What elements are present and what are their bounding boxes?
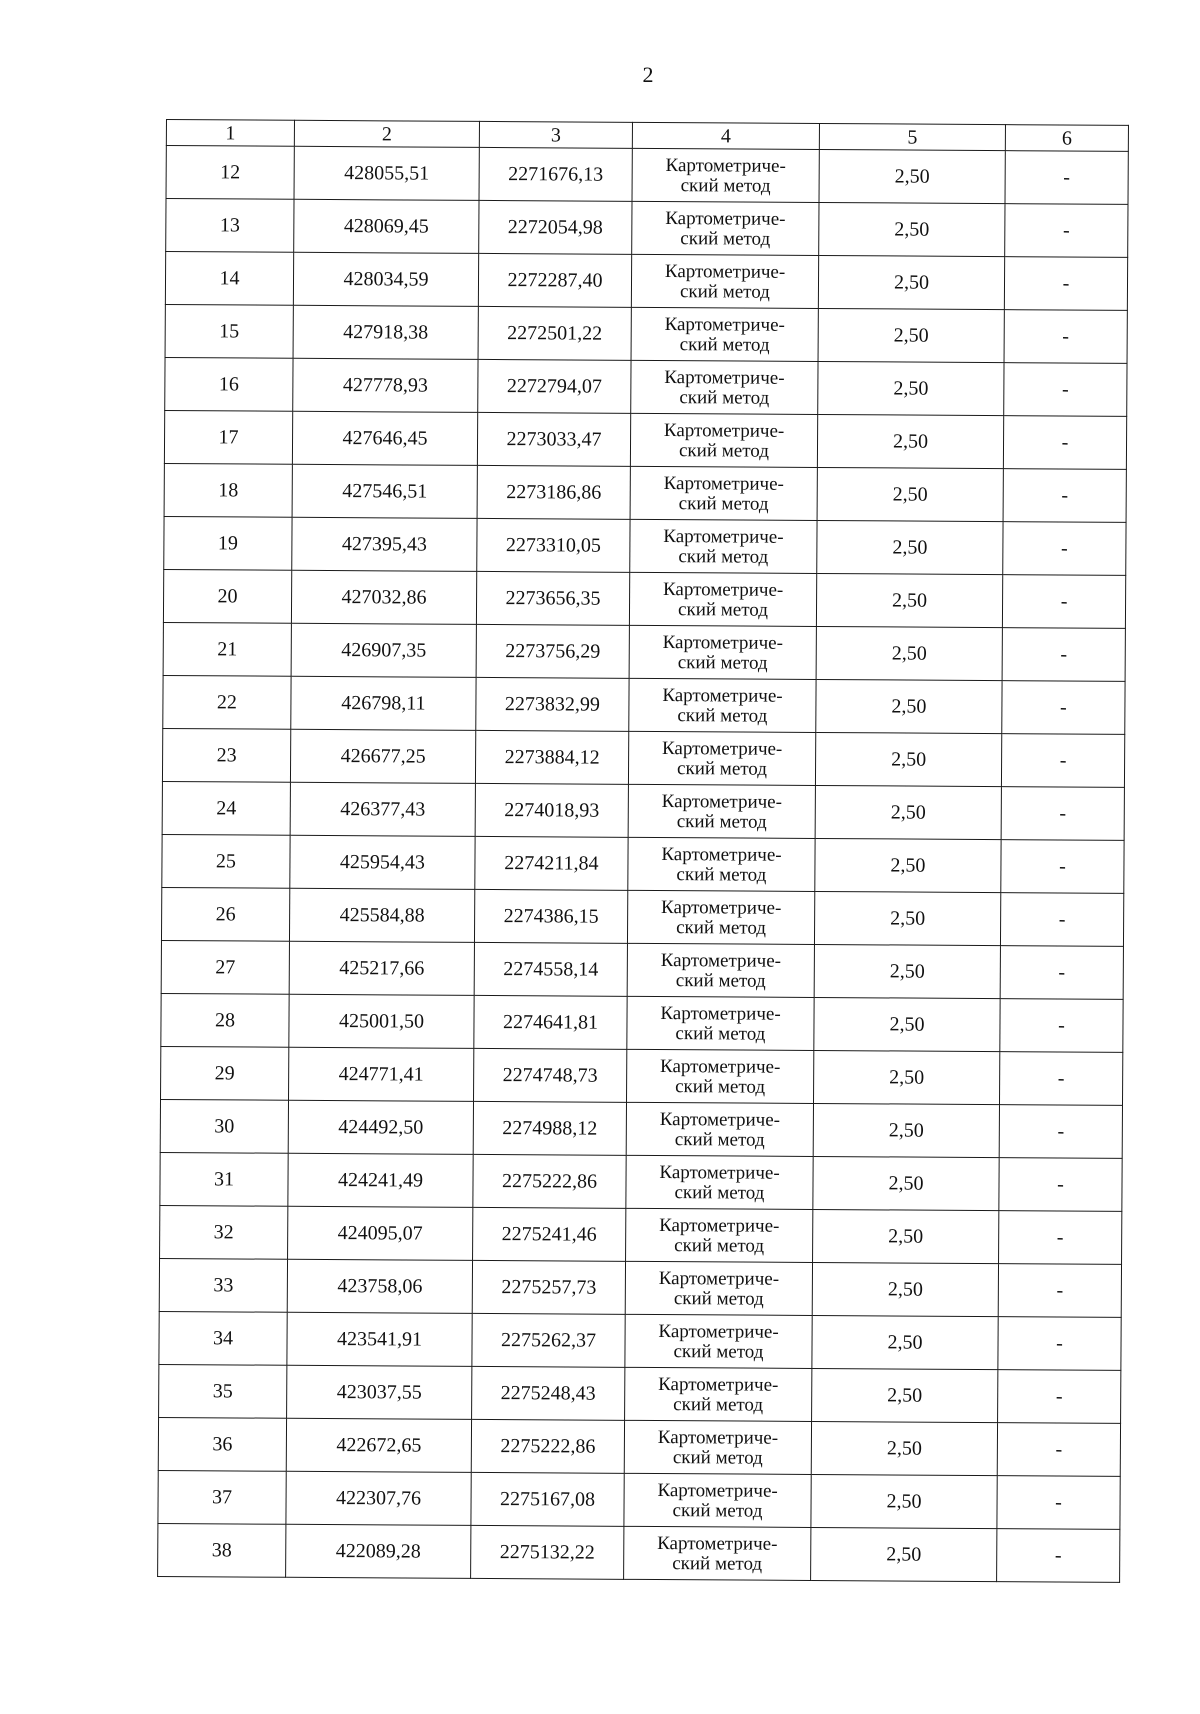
precision-cell: 2,50 bbox=[816, 626, 1002, 680]
method-line-2: ский метод bbox=[676, 864, 767, 886]
table-row bbox=[166, 199, 1128, 258]
method-line-2: ский метод bbox=[674, 1129, 765, 1151]
x-coordinate-cell: 422672,65 bbox=[286, 1418, 471, 1472]
precision-cell: 2,50 bbox=[814, 997, 1000, 1051]
precision-cell: 2,50 bbox=[812, 1262, 998, 1316]
method-cell bbox=[624, 1473, 811, 1527]
method-line-2: ский метод bbox=[672, 1500, 763, 1522]
method-cell bbox=[630, 519, 817, 573]
precision-cell: 2,50 bbox=[818, 255, 1004, 309]
method-cell bbox=[626, 1102, 813, 1156]
note-cell: - bbox=[1001, 840, 1124, 894]
y-coordinate-cell: 2274018,93 bbox=[475, 783, 628, 837]
y-coordinate-cell: 2274988,12 bbox=[473, 1101, 626, 1155]
method-cell bbox=[628, 837, 815, 891]
point-number-cell: 12 bbox=[166, 146, 294, 200]
y-coordinate-cell: 2274641,81 bbox=[474, 995, 627, 1049]
method-line-2: ский метод bbox=[679, 334, 770, 356]
point-number-cell: 27 bbox=[161, 940, 289, 994]
y-coordinate-cell: 2273310,05 bbox=[477, 518, 630, 572]
x-coordinate-cell: 426907,35 bbox=[291, 623, 476, 677]
x-coordinate-cell: 426377,43 bbox=[290, 782, 475, 836]
table-row bbox=[161, 993, 1123, 1052]
precision-cell: 2,50 bbox=[816, 573, 1002, 627]
note-cell: - bbox=[1004, 310, 1127, 364]
method-cell bbox=[624, 1526, 811, 1580]
table-row bbox=[161, 887, 1123, 946]
x-coordinate-cell: 424771,41 bbox=[289, 1047, 474, 1101]
y-coordinate-cell: 2275241,46 bbox=[473, 1207, 626, 1261]
point-number-cell: 35 bbox=[159, 1364, 287, 1418]
method-line-1: Картометриче- bbox=[657, 1427, 779, 1449]
method-line-2: ский метод bbox=[675, 1023, 766, 1045]
note-cell: - bbox=[999, 1052, 1122, 1106]
method-line-1: Картометриче- bbox=[661, 844, 782, 866]
method-cell bbox=[627, 1049, 814, 1103]
table-row bbox=[161, 940, 1123, 999]
point-number-cell: 26 bbox=[161, 887, 289, 941]
method-line-2: ский метод bbox=[677, 599, 769, 621]
method-cell bbox=[628, 731, 815, 785]
precision-cell: 2,50 bbox=[818, 361, 1004, 415]
x-coordinate-cell: 425217,66 bbox=[289, 941, 474, 995]
method-line-1: Картометриче- bbox=[661, 738, 783, 760]
point-number-cell: 25 bbox=[162, 834, 290, 888]
table-row bbox=[161, 1046, 1123, 1105]
method-cell bbox=[632, 201, 819, 255]
point-number-cell: 28 bbox=[161, 993, 289, 1047]
point-number-cell: 24 bbox=[162, 781, 290, 835]
x-coordinate-cell: 424241,49 bbox=[288, 1153, 473, 1207]
method-line-2: ский метод bbox=[679, 281, 770, 303]
x-coordinate-cell: 424492,50 bbox=[288, 1100, 473, 1154]
table-row bbox=[159, 1258, 1121, 1317]
note-cell: - bbox=[998, 1317, 1121, 1371]
method-line-2: ский метод bbox=[676, 811, 767, 833]
y-coordinate-cell: 2274211,84 bbox=[475, 836, 628, 890]
table-row bbox=[164, 463, 1126, 522]
method-line-1: Картометриче- bbox=[663, 526, 784, 548]
y-coordinate-cell: 2275248,43 bbox=[472, 1366, 625, 1420]
note-cell: - bbox=[997, 1423, 1120, 1477]
note-cell: - bbox=[999, 1211, 1122, 1265]
x-coordinate-cell: 427778,93 bbox=[293, 358, 478, 412]
column-header: 4 bbox=[632, 122, 819, 149]
method-line-2: ский метод bbox=[675, 1076, 766, 1098]
column-header: 3 bbox=[479, 121, 632, 148]
note-cell: - bbox=[999, 1105, 1122, 1159]
y-coordinate-cell: 2271676,13 bbox=[479, 147, 632, 201]
x-coordinate-cell: 426677,25 bbox=[290, 729, 475, 783]
x-coordinate-cell: 427032,86 bbox=[291, 570, 476, 624]
method-line-1: Картометриче- bbox=[660, 950, 782, 972]
note-cell: - bbox=[998, 1370, 1121, 1424]
point-number-cell: 19 bbox=[164, 516, 292, 570]
y-coordinate-cell: 2275132,22 bbox=[471, 1525, 624, 1579]
table-row bbox=[158, 1523, 1120, 1582]
method-line-1: Картометриче- bbox=[663, 473, 784, 495]
method-line-2: ский метод bbox=[672, 1447, 763, 1469]
precision-cell: 2,50 bbox=[814, 891, 1000, 945]
method-cell bbox=[630, 466, 817, 520]
method-line-2: ский метод bbox=[678, 493, 769, 515]
method-line-2: ский метод bbox=[680, 228, 771, 250]
method-line-1: Картометриче- bbox=[664, 261, 786, 283]
method-line-2: ский метод bbox=[677, 758, 768, 780]
precision-cell: 2,50 bbox=[817, 520, 1003, 574]
y-coordinate-cell: 2274748,73 bbox=[474, 1048, 627, 1102]
precision-cell: 2,50 bbox=[813, 1103, 999, 1157]
note-cell: - bbox=[997, 1476, 1120, 1530]
y-coordinate-cell: 2272501,22 bbox=[478, 306, 631, 360]
method-line-1: Картометриче- bbox=[664, 314, 785, 336]
table-body bbox=[158, 146, 1129, 1583]
column-header: 5 bbox=[819, 123, 1005, 150]
note-cell: - bbox=[1005, 151, 1128, 205]
point-number-cell: 17 bbox=[164, 410, 292, 464]
y-coordinate-cell: 2274386,15 bbox=[474, 889, 627, 943]
precision-cell: 2,50 bbox=[811, 1527, 997, 1581]
precision-cell: 2,50 bbox=[811, 1474, 997, 1528]
method-cell bbox=[629, 678, 816, 732]
x-coordinate-cell: 427546,51 bbox=[292, 464, 477, 518]
y-coordinate-cell: 2275167,08 bbox=[471, 1472, 624, 1526]
method-line-1: Картометриче- bbox=[659, 1162, 780, 1184]
table-row bbox=[162, 834, 1124, 893]
method-line-1: Картометриче- bbox=[665, 208, 786, 230]
precision-cell: 2,50 bbox=[817, 414, 1003, 468]
method-line-1: Картометриче- bbox=[659, 1215, 780, 1237]
note-cell: - bbox=[1002, 628, 1125, 682]
y-coordinate-cell: 2273186,86 bbox=[477, 465, 630, 519]
x-coordinate-cell: 422089,28 bbox=[286, 1524, 471, 1578]
table-row bbox=[162, 728, 1124, 787]
x-coordinate-cell: 422307,76 bbox=[286, 1471, 471, 1525]
table-row bbox=[163, 622, 1125, 681]
x-coordinate-cell: 424095,07 bbox=[288, 1206, 473, 1260]
precision-cell: 2,50 bbox=[812, 1315, 998, 1369]
precision-cell: 2,50 bbox=[819, 202, 1005, 256]
table-row bbox=[158, 1470, 1120, 1529]
x-coordinate-cell: 425954,43 bbox=[290, 835, 475, 889]
method-line-2: ский метод bbox=[677, 705, 768, 727]
x-coordinate-cell: 428055,51 bbox=[294, 146, 479, 200]
method-cell bbox=[632, 148, 819, 202]
point-number-cell: 32 bbox=[160, 1205, 288, 1259]
point-number-cell: 36 bbox=[158, 1417, 286, 1471]
note-cell: - bbox=[1001, 787, 1124, 841]
table-row bbox=[165, 304, 1127, 363]
note-cell: - bbox=[1004, 363, 1127, 417]
table-row bbox=[159, 1311, 1121, 1370]
precision-cell: 2,50 bbox=[814, 944, 1000, 998]
method-cell bbox=[631, 254, 818, 308]
x-coordinate-cell: 423541,91 bbox=[287, 1312, 472, 1366]
method-line-1: Картометриче- bbox=[660, 1003, 781, 1025]
table-row bbox=[165, 357, 1127, 416]
table-row bbox=[162, 781, 1124, 840]
method-cell bbox=[631, 360, 818, 414]
method-line-1: Картометриче- bbox=[659, 1109, 781, 1131]
point-number-cell: 30 bbox=[160, 1099, 288, 1153]
method-line-2: ский метод bbox=[673, 1341, 764, 1363]
table-row bbox=[164, 410, 1126, 469]
x-coordinate-cell: 428034,59 bbox=[293, 252, 478, 306]
point-number-cell: 16 bbox=[165, 357, 293, 411]
precision-cell: 2,50 bbox=[818, 308, 1004, 362]
note-cell: - bbox=[1004, 257, 1127, 311]
method-cell bbox=[631, 307, 818, 361]
precision-cell: 2,50 bbox=[813, 1156, 999, 1210]
y-coordinate-cell: 2272054,98 bbox=[479, 200, 632, 254]
precision-cell: 2,50 bbox=[815, 785, 1001, 839]
x-coordinate-cell: 427918,38 bbox=[293, 305, 478, 359]
point-number-cell: 37 bbox=[158, 1470, 286, 1524]
precision-cell: 2,50 bbox=[819, 149, 1005, 203]
precision-cell: 2,50 bbox=[815, 732, 1001, 786]
y-coordinate-cell: 2273832,99 bbox=[476, 677, 629, 731]
precision-cell: 2,50 bbox=[813, 1209, 999, 1263]
note-cell: - bbox=[1002, 681, 1125, 735]
table-row bbox=[163, 569, 1125, 628]
method-line-2: ский метод bbox=[679, 387, 770, 409]
method-line-1: Картометриче- bbox=[657, 1480, 778, 1502]
x-coordinate-cell: 428069,45 bbox=[294, 199, 479, 253]
x-coordinate-cell: 423758,06 bbox=[287, 1259, 472, 1313]
y-coordinate-cell: 2275222,86 bbox=[473, 1154, 626, 1208]
method-line-1: Картометриче- bbox=[662, 579, 784, 601]
coordinates-table bbox=[157, 119, 1129, 1583]
column-header: 6 bbox=[1005, 125, 1128, 152]
table-row bbox=[165, 252, 1127, 311]
x-coordinate-cell: 423037,55 bbox=[287, 1365, 472, 1419]
precision-cell: 2,50 bbox=[815, 838, 1001, 892]
page-number: 2 bbox=[642, 62, 654, 87]
y-coordinate-cell: 2273033,47 bbox=[477, 412, 630, 466]
point-number-cell: 20 bbox=[163, 569, 291, 623]
point-number-cell: 14 bbox=[165, 252, 293, 306]
note-cell: - bbox=[1003, 522, 1126, 576]
method-cell bbox=[624, 1420, 811, 1474]
y-coordinate-cell: 2275262,37 bbox=[472, 1313, 625, 1367]
method-line-1: Картометриче- bbox=[662, 632, 784, 654]
method-line-1: Картометриче- bbox=[658, 1321, 779, 1343]
method-cell bbox=[625, 1314, 812, 1368]
note-cell: - bbox=[1005, 204, 1128, 258]
method-line-2: ский метод bbox=[673, 1288, 764, 1310]
method-line-2: ский метод bbox=[678, 440, 769, 462]
table-row bbox=[160, 1099, 1122, 1158]
note-cell: - bbox=[1000, 999, 1123, 1053]
point-number-cell: 29 bbox=[161, 1046, 289, 1100]
method-line-1: Картометриче- bbox=[662, 685, 783, 707]
method-line-2: ский метод bbox=[674, 1182, 765, 1204]
point-number-cell: 38 bbox=[158, 1523, 286, 1577]
method-cell bbox=[627, 890, 814, 944]
method-cell bbox=[626, 1155, 813, 1209]
point-number-cell: 22 bbox=[163, 675, 291, 729]
method-line-2: ский метод bbox=[672, 1553, 763, 1575]
point-number-cell: 13 bbox=[166, 199, 294, 253]
column-header: 1 bbox=[166, 120, 294, 147]
point-number-cell: 34 bbox=[159, 1311, 287, 1365]
note-cell: - bbox=[1001, 734, 1124, 788]
method-cell bbox=[629, 572, 816, 626]
method-cell bbox=[627, 996, 814, 1050]
note-cell: - bbox=[1003, 416, 1126, 470]
method-cell bbox=[630, 413, 817, 467]
note-cell: - bbox=[1000, 946, 1123, 1000]
x-coordinate-cell: 426798,11 bbox=[291, 676, 476, 730]
table-row bbox=[166, 146, 1128, 205]
note-cell: - bbox=[997, 1529, 1120, 1583]
method-line-2: ский метод bbox=[677, 652, 768, 674]
method-line-1: Картометриче- bbox=[657, 1533, 778, 1555]
point-number-cell: 18 bbox=[164, 463, 292, 517]
method-line-2: ский метод bbox=[680, 175, 771, 197]
method-cell bbox=[625, 1367, 812, 1421]
column-header: 2 bbox=[294, 120, 479, 147]
method-line-2: ский метод bbox=[675, 970, 766, 992]
x-coordinate-cell: 425584,88 bbox=[289, 888, 474, 942]
y-coordinate-cell: 2272287,40 bbox=[478, 253, 631, 307]
point-number-cell: 31 bbox=[160, 1152, 288, 1206]
precision-cell: 2,50 bbox=[811, 1421, 997, 1475]
method-line-2: ский метод bbox=[678, 546, 769, 568]
precision-cell: 2,50 bbox=[812, 1368, 998, 1422]
table-row bbox=[163, 675, 1125, 734]
point-number-cell: 15 bbox=[165, 304, 293, 358]
method-cell bbox=[629, 625, 816, 679]
precision-cell: 2,50 bbox=[817, 467, 1003, 521]
x-coordinate-cell: 425001,50 bbox=[289, 994, 474, 1048]
method-cell bbox=[625, 1261, 812, 1315]
method-line-1: Картометриче- bbox=[665, 155, 786, 177]
y-coordinate-cell: 2275257,73 bbox=[472, 1260, 625, 1314]
table-row bbox=[159, 1364, 1121, 1423]
method-line-1: Картометриче- bbox=[660, 897, 782, 919]
x-coordinate-cell: 427646,45 bbox=[292, 411, 477, 465]
precision-cell: 2,50 bbox=[813, 1050, 999, 1104]
note-cell: - bbox=[1000, 893, 1123, 947]
y-coordinate-cell: 2272794,07 bbox=[478, 359, 631, 413]
point-number-cell: 23 bbox=[162, 728, 290, 782]
y-coordinate-cell: 2274558,14 bbox=[474, 942, 627, 996]
y-coordinate-cell: 2273756,29 bbox=[476, 624, 629, 678]
method-line-2: ский метод bbox=[674, 1235, 765, 1257]
method-line-2: ский метод bbox=[673, 1394, 764, 1416]
method-line-2: ский метод bbox=[676, 917, 767, 939]
y-coordinate-cell: 2275222,86 bbox=[471, 1419, 624, 1473]
precision-cell: 2,50 bbox=[816, 679, 1002, 733]
note-cell: - bbox=[999, 1158, 1122, 1212]
method-cell bbox=[627, 943, 814, 997]
table-row bbox=[164, 516, 1126, 575]
point-number-cell: 33 bbox=[159, 1258, 287, 1312]
method-cell bbox=[628, 784, 815, 838]
method-cell bbox=[626, 1208, 813, 1262]
y-coordinate-cell: 2273656,35 bbox=[476, 571, 629, 625]
table-row bbox=[160, 1152, 1122, 1211]
method-line-1: Картометриче- bbox=[658, 1268, 780, 1290]
table-row bbox=[158, 1417, 1120, 1476]
note-cell: - bbox=[1003, 469, 1126, 523]
y-coordinate-cell: 2273884,12 bbox=[475, 730, 628, 784]
note-cell: - bbox=[998, 1264, 1121, 1318]
method-line-1: Картометриче- bbox=[660, 1056, 781, 1078]
method-line-1: Картометриче- bbox=[658, 1374, 779, 1396]
method-line-1: Картометриче- bbox=[663, 420, 785, 442]
table-row bbox=[160, 1205, 1122, 1264]
note-cell: - bbox=[1002, 575, 1125, 629]
point-number-cell: 21 bbox=[163, 622, 291, 676]
x-coordinate-cell: 427395,43 bbox=[292, 517, 477, 571]
method-line-1: Картометриче- bbox=[661, 791, 783, 813]
method-line-1: Картометриче- bbox=[664, 367, 785, 389]
